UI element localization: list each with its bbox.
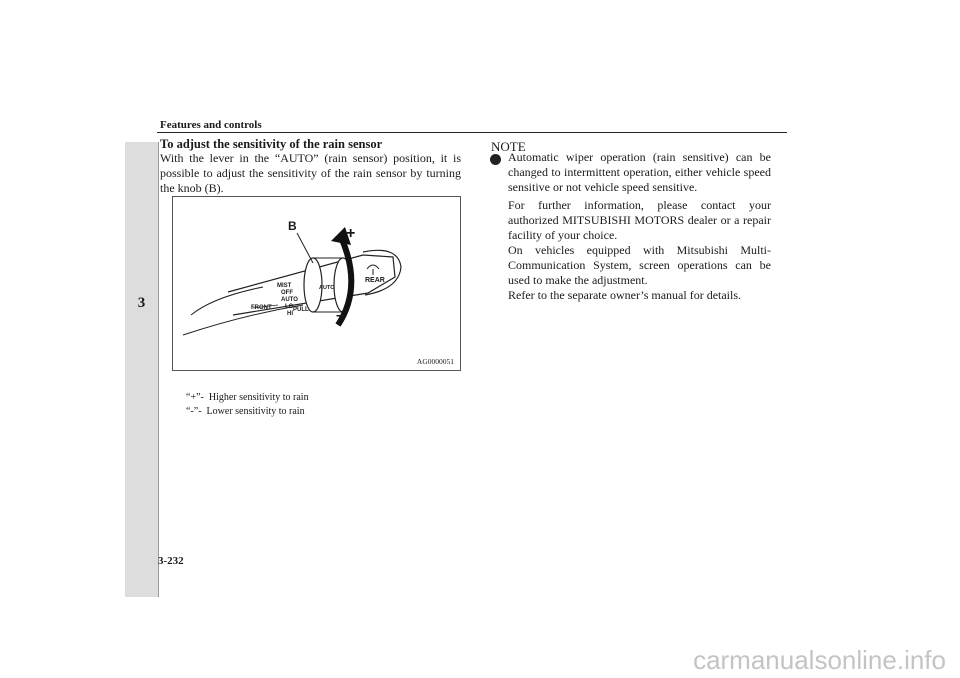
note-body <box>508 150 771 306</box>
page-header-title: Features and controls <box>160 119 262 131</box>
minus-label: – <box>336 307 345 324</box>
lever-label-front: FRONT <box>251 305 272 311</box>
header-rule <box>157 132 787 133</box>
lever-label-lo: LO <box>285 304 294 310</box>
lever-label-mist: MIST <box>277 283 292 289</box>
lever-label-hi: HI <box>287 311 293 317</box>
chapter-side-tab <box>125 142 159 597</box>
caption-text: Lower sensitivity to rain <box>206 406 305 417</box>
lever-label-rear: REAR <box>365 277 385 284</box>
lever-label-auto: AUTO <box>281 297 298 303</box>
lever-label-off: OFF <box>281 290 293 296</box>
wiper-lever-illustration <box>172 196 461 371</box>
figure-code: AG0000051 <box>416 357 454 366</box>
section-heading: To adjust the sensitivity of the rain sensor <box>160 137 383 151</box>
caption-symbol: “-”- <box>186 406 202 417</box>
watermark-text: carmanualsonline.info <box>693 645 946 675</box>
wiper-lever-drawing <box>173 197 460 370</box>
note-title: NOTE <box>491 139 526 154</box>
chapter-number: 3 <box>137 295 146 311</box>
knob-label-auto: AUTO <box>319 285 335 291</box>
knob-b-label: B <box>288 219 297 233</box>
plus-label: + <box>346 225 356 242</box>
note-paragraph-2: For further information, please contact your authorized MITSUBISHI MOTORS dealer or a repair facility of your choice. On vehicles equipped with Mitsubishi Multi-Communication System, screen operations can be used to make the adjustment. Refer to the separate owner’s manual for details. <box>508 198 771 302</box>
caption-symbol: “+”- <box>186 392 204 403</box>
page-number: 3-232 <box>158 555 184 567</box>
note-paragraph-1: Automatic wiper operation (rain sensitive) can be changed to intermittent operation, either vehicle speed sensitive or not vehicle speed sensitive. <box>508 150 771 194</box>
lever-label-pull: PULL <box>293 307 309 313</box>
intro-paragraph: With the lever in the “AUTO” (rain sensor) position, it is possible to adjust the sensitivity of the rain sensor by turning the knob (B). <box>160 151 461 195</box>
caption-text: Higher sensitivity to rain <box>208 392 309 403</box>
note-bullet-icon <box>490 154 501 165</box>
caption-lower-sensitivity <box>181 395 305 417</box>
